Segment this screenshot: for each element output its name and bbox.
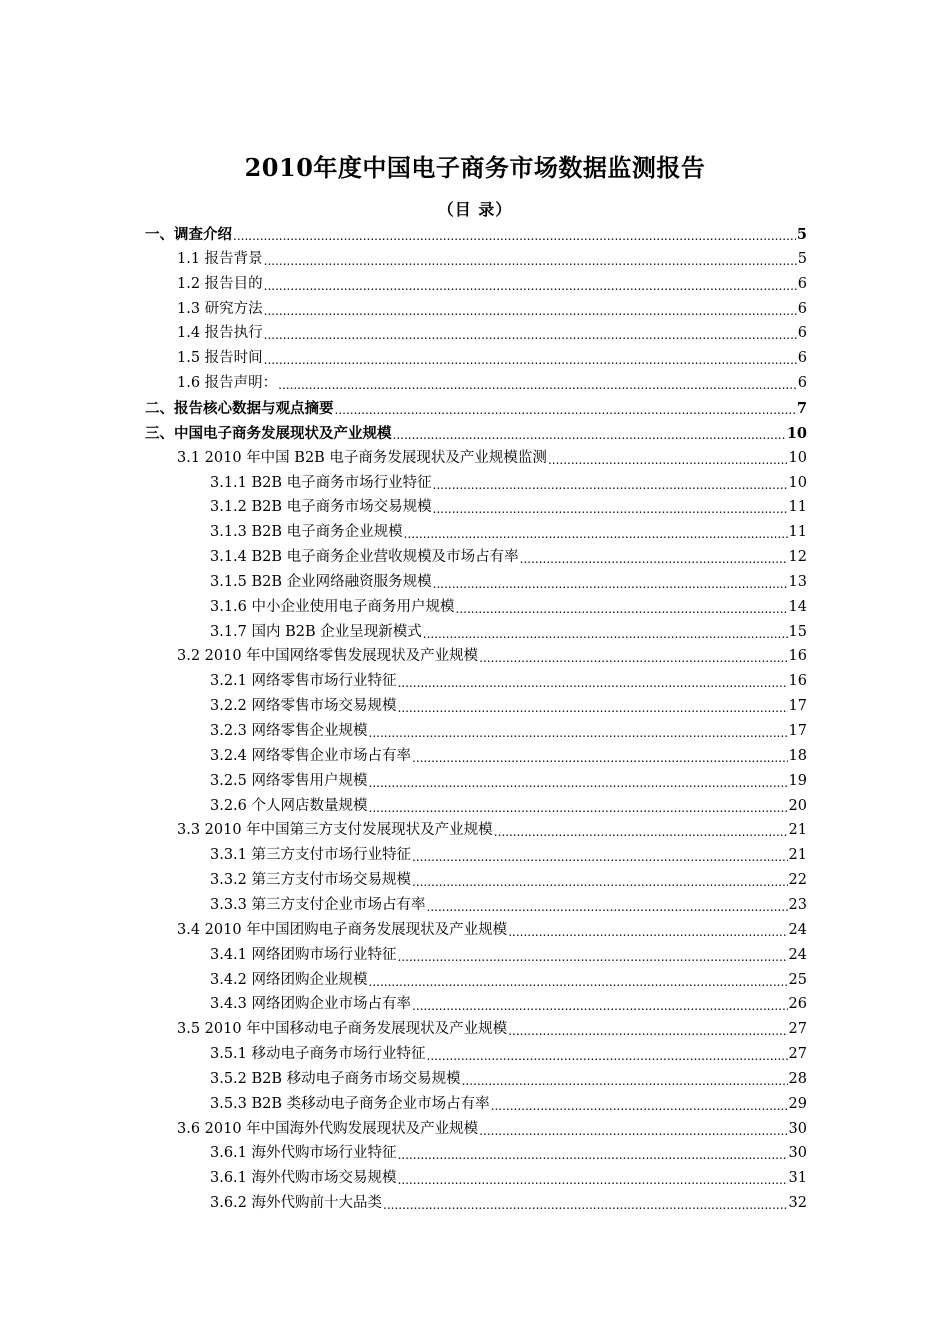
toc-entry-page-number: 31	[788, 1170, 807, 1187]
toc-dot-leader	[263, 321, 797, 346]
toc-dot-leader	[382, 1191, 788, 1216]
toc-entry[interactable]	[210, 769, 807, 794]
toc-entry-label: 3.2.6 个人网店数量规模	[210, 797, 368, 814]
toc-entry-page-number: 26	[788, 996, 807, 1013]
toc-entry[interactable]	[177, 644, 807, 669]
toc-entry[interactable]	[177, 446, 807, 471]
toc-entry[interactable]	[177, 321, 807, 346]
toc-dot-leader	[397, 694, 788, 719]
toc-entry-page-number: 17	[788, 698, 807, 715]
toc-entry[interactable]	[177, 272, 807, 297]
toc-entry-label: 3.5.1 移动电子商务市场行业特征	[210, 1046, 426, 1063]
toc-entry-label: 一、调查介绍	[145, 226, 232, 243]
toc-entry-label: 3.2.1 网络零售市场行业特征	[210, 673, 397, 690]
toc-dot-leader	[263, 272, 797, 297]
toc-entry[interactable]	[210, 694, 807, 719]
toc-entry[interactable]	[210, 570, 807, 595]
toc-entry-page-number: 10	[788, 449, 807, 466]
toc-dot-leader	[277, 371, 797, 396]
toc-entry-label: 3.5 2010 年中国移动电子商务发展现状及产业规模	[177, 1021, 508, 1038]
toc-heading: （目 录）	[437, 200, 513, 219]
toc-dot-leader	[263, 247, 797, 272]
toc-dot-leader	[493, 818, 788, 843]
toc-entry-page-number: 27	[788, 1021, 807, 1038]
toc-entry-label: 3.2.4 网络零售企业市场占有率	[210, 747, 412, 764]
toc-entry-label: 3.6.1 海外代购市场行业特征	[210, 1145, 397, 1162]
toc-entry-page-number: 5	[796, 226, 807, 243]
toc-dot-leader	[432, 495, 788, 520]
toc-entry-page-number: 21	[788, 847, 807, 864]
toc-dot-leader	[411, 868, 788, 893]
toc-entry[interactable]	[177, 818, 807, 843]
toc-entry-label: 3.1.3 B2B 电子商务企业规模	[210, 524, 403, 541]
toc-entry-page-number: 10	[788, 474, 807, 491]
toc-entry[interactable]	[210, 968, 807, 993]
toc-entry[interactable]	[210, 595, 807, 620]
toc-entry-label: 3.1.6 中小企业使用电子商务用户规模	[210, 598, 455, 615]
toc-dot-leader	[368, 794, 788, 819]
toc-dot-leader	[263, 346, 797, 371]
toc-entry-page-number: 7	[796, 399, 807, 417]
toc-entry-page-number: 28	[788, 1070, 807, 1087]
toc-entry-page-number: 6	[797, 325, 807, 342]
toc-entry[interactable]	[177, 247, 807, 272]
toc-dot-leader	[426, 1042, 788, 1067]
toc-entry-label: 3.2 2010 年中国网络零售发展现状及产业规模	[177, 648, 479, 665]
toc-dot-leader	[368, 719, 788, 744]
toc-entry-page-number: 6	[797, 275, 807, 292]
toc-entry-label: 1.2 报告目的	[177, 275, 263, 292]
toc-entry[interactable]	[210, 868, 807, 893]
toc-entry[interactable]	[210, 471, 807, 496]
toc-entry-label: 3.6.2 海外代购前十大品类	[210, 1195, 383, 1212]
toc-dot-leader	[455, 595, 788, 620]
toc-entry[interactable]	[210, 1166, 807, 1191]
toc-entry-label: 1.1 报告背景	[177, 250, 263, 267]
toc-entry[interactable]	[210, 495, 807, 520]
toc-dot-leader	[411, 843, 788, 868]
toc-entry[interactable]	[210, 1191, 807, 1216]
toc-dot-leader	[422, 620, 788, 645]
toc-entry-label: 三、中国电子商务发展现状及产业规模	[145, 424, 392, 442]
toc-entry-label: 3.1.2 B2B 电子商务市场交易规模	[210, 499, 432, 516]
toc-dot-leader	[403, 520, 788, 545]
toc-entry-label: 1.3 研究方法	[177, 300, 263, 317]
toc-entry-label: 3.2.2 网络零售市场交易规模	[210, 698, 397, 715]
toc-dot-leader	[232, 222, 796, 247]
toc-entry-label: 3.3.1 第三方支付市场行业特征	[210, 847, 412, 864]
toc-entry-page-number: 6	[797, 300, 807, 317]
toc-entry-page-number: 13	[788, 573, 807, 590]
toc-entry-label: 1.4 报告执行	[177, 325, 263, 342]
toc-entry[interactable]	[210, 893, 807, 918]
toc-entry-label: 3.5.2 B2B 移动电子商务市场交易规模	[210, 1070, 461, 1087]
toc-entry-label: 二、报告核心数据与观点摘要	[145, 399, 334, 417]
toc-dot-leader	[507, 918, 787, 943]
toc-entry-page-number: 6	[797, 350, 807, 367]
toc-entry-page-number: 12	[788, 549, 807, 566]
toc-entry-page-number: 25	[788, 971, 807, 988]
toc-entry[interactable]	[177, 346, 807, 371]
toc-entry-page-number: 20	[788, 797, 807, 814]
toc-entry[interactable]	[210, 620, 807, 645]
toc-entry[interactable]	[210, 669, 807, 694]
toc-dot-leader	[411, 992, 788, 1017]
toc-entry-page-number: 11	[788, 499, 807, 516]
toc-entry-label: 3.4 2010 年中国团购电子商务发展现状及产业规模	[177, 921, 508, 938]
toc-entry-page-number: 24	[788, 921, 807, 938]
toc-entry-label: 3.4.1 网络团购市场行业特征	[210, 946, 397, 963]
toc-entry-page-number: 30	[788, 1120, 807, 1137]
toc-entry-page-number: 21	[788, 822, 807, 839]
toc-dot-leader	[263, 297, 797, 322]
toc-entry[interactable]	[177, 297, 807, 322]
toc-entry[interactable]	[210, 992, 807, 1017]
toc-entry-label: 3.2.3 网络零售企业规模	[210, 723, 368, 739]
toc-entry[interactable]	[210, 794, 807, 819]
toc-entry-page-number: 24	[788, 946, 807, 963]
toc-entry-label: 3.1.4 B2B 电子商务企业营收规模及市场占有率	[210, 549, 519, 566]
toc-entry-label: 3.1 2010 年中国 B2B 电子商务发展现状及产业规模监测	[177, 449, 547, 466]
toc-dot-leader	[397, 1141, 788, 1166]
toc-entry-label: 1.5 报告时间	[177, 350, 263, 367]
toc-entry-label: 3.6 2010 年中国海外代购发展现状及产业规模	[177, 1120, 479, 1137]
document-title: 2010年度中国电子商务市场数据监测报告	[244, 153, 706, 182]
toc-entry[interactable]	[210, 1067, 807, 1092]
toc-entry-label: 3.3 2010 年中国第三方支付发展现状及产业规模	[177, 822, 493, 839]
toc-entry-page-number: 10	[786, 424, 807, 442]
toc-entry-label: 3.5.3 B2B 类移动电子商务企业市场占有率	[210, 1095, 490, 1112]
toc-entry-page-number: 11	[788, 524, 807, 541]
toc-entry-label: 1.6 报告声明：	[177, 375, 278, 392]
toc-entry-label: 3.4.3 网络团购企业市场占有率	[210, 996, 412, 1013]
toc-entry-label: 3.4.2 网络团购企业规模	[210, 971, 368, 988]
toc-entry-page-number: 17	[788, 723, 807, 739]
toc-entry-page-number: 16	[788, 673, 807, 690]
toc-entry[interactable]	[210, 545, 807, 570]
toc-dot-leader	[334, 396, 796, 421]
toc-entry[interactable]	[145, 396, 807, 421]
toc-entry-page-number: 14	[788, 598, 807, 615]
toc-entry-page-number: 16	[788, 648, 807, 665]
toc-entry[interactable]	[177, 1017, 807, 1042]
toc-dot-leader	[411, 744, 788, 769]
toc-dot-leader	[368, 769, 788, 794]
toc-entry[interactable]	[210, 744, 807, 769]
toc-entry-page-number: 32	[788, 1195, 807, 1212]
toc-entry-page-number: 27	[788, 1046, 807, 1063]
toc-dot-leader	[461, 1067, 788, 1092]
toc-entry[interactable]	[210, 943, 807, 968]
toc-entry-page-number: 18	[788, 747, 807, 764]
toc-entry[interactable]	[210, 520, 807, 545]
toc-dot-leader	[432, 570, 788, 595]
toc-entry[interactable]	[177, 371, 807, 396]
toc-dot-leader	[392, 421, 786, 446]
toc-entry[interactable]	[177, 1117, 807, 1142]
toc-entry-label: 3.1.1 B2B 电子商务市场行业特征	[210, 474, 432, 491]
toc-dot-leader	[426, 893, 788, 918]
toc-entry[interactable]	[210, 1042, 807, 1067]
toc-dot-leader	[519, 545, 788, 570]
toc-entry-page-number: 29	[788, 1095, 807, 1112]
toc-entry[interactable]	[210, 1092, 807, 1117]
toc-dot-leader	[547, 446, 788, 471]
toc-entry-page-number: 19	[788, 772, 807, 789]
toc-entry[interactable]	[145, 222, 807, 247]
toc-dot-leader	[368, 968, 788, 993]
toc-entry-page-number: 22	[788, 872, 807, 889]
toc-entry-page-number: 6	[797, 375, 807, 392]
toc-entry-page-number: 5	[797, 250, 807, 267]
toc-dot-leader	[490, 1092, 788, 1117]
toc-entry[interactable]	[145, 421, 807, 446]
toc-entry-label: 3.2.5 网络零售用户规模	[210, 772, 368, 789]
toc-entry[interactable]	[210, 843, 807, 868]
toc-dot-leader	[507, 1017, 787, 1042]
toc-entry-page-number: 23	[788, 896, 807, 913]
toc-dot-leader	[478, 1117, 787, 1142]
toc-dot-leader	[432, 471, 788, 496]
toc-entry[interactable]	[177, 918, 807, 943]
toc-dot-leader	[397, 943, 788, 968]
toc-entry[interactable]	[210, 1141, 807, 1166]
toc-dot-leader	[478, 644, 787, 669]
toc-entry[interactable]	[210, 719, 807, 744]
toc-entry-label: 3.3.3 第三方支付企业市场占有率	[210, 896, 426, 913]
toc-entry-label: 3.6.1 海外代购市场交易规模	[210, 1170, 397, 1187]
toc-entry-label: 3.3.2 第三方支付市场交易规模	[210, 872, 412, 889]
toc-entry-page-number: 30	[788, 1145, 807, 1162]
toc-dot-leader	[397, 669, 788, 694]
toc-dot-leader	[397, 1166, 788, 1191]
toc-entry-page-number: 15	[788, 623, 807, 640]
toc-entry-label: 3.1.5 B2B 企业网络融资服务规模	[210, 573, 432, 590]
toc-entry-label: 3.1.7 国内 B2B 企业呈现新模式	[210, 623, 422, 640]
